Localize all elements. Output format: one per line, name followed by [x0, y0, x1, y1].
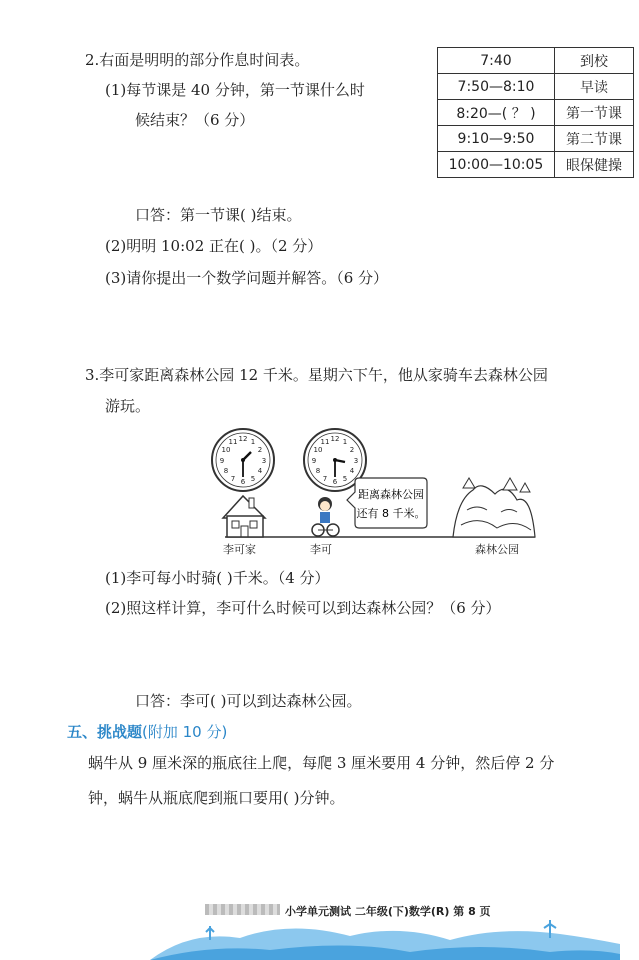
q3-line2: 游玩。 — [105, 397, 151, 415]
svg-text:8: 8 — [223, 467, 229, 475]
forest-park-icon — [453, 478, 535, 537]
svg-text:12: 12 — [238, 435, 248, 443]
label-home: 李可家 — [223, 543, 256, 556]
page-footer: 小学单元测试 二年级(下)数学(R) 第 8 页 — [285, 905, 491, 918]
schedule-activity: 第一节课 — [555, 100, 634, 126]
svg-text:10: 10 — [313, 446, 323, 454]
q3-part1: (1)李可每小时骑( )千米。（4 分） — [105, 569, 330, 587]
svg-text:11: 11 — [320, 438, 330, 446]
schedule-table — [437, 47, 634, 178]
svg-text:9: 9 — [311, 457, 317, 465]
label-park: 森林公园 — [475, 543, 519, 556]
schedule-row — [438, 126, 634, 152]
section5-line1: 蜗牛从 9 厘米深的瓶底往上爬，每爬 3 厘米要用 4 分钟，然后停 2 分 — [88, 754, 555, 772]
schedule-activity: 到校 — [555, 48, 634, 74]
schedule-activity: 第二节课 — [555, 126, 634, 152]
q2-part1-line2: 候结束？（6 分） — [135, 111, 255, 129]
svg-text:9: 9 — [219, 457, 225, 465]
schedule-row — [438, 74, 634, 100]
schedule-row — [438, 100, 634, 126]
cyclist-icon — [312, 497, 339, 536]
svg-text:10: 10 — [221, 446, 231, 454]
svg-text:5: 5 — [250, 475, 256, 483]
schedule-time: 9:10—9:50 — [438, 126, 555, 152]
svg-text:8: 8 — [315, 467, 321, 475]
svg-text:1: 1 — [250, 438, 256, 446]
bubble-text-1: 距离森林公园 — [358, 488, 424, 501]
label-kid: 李可 — [310, 543, 332, 556]
q2-title: 2.右面是明明的部分作息时间表。 — [85, 51, 310, 69]
clock-icon-start — [212, 429, 274, 491]
bike-trip-illustration — [205, 420, 555, 560]
schedule-time: 7:50—8:10 — [438, 74, 555, 100]
bubble-text-2: 还有 8 千米。 — [356, 507, 426, 520]
schedule-row — [438, 48, 634, 74]
q3-answer: 口答：李可( )可以到达森林公园。 — [135, 692, 362, 710]
house-icon — [223, 496, 265, 537]
svg-text:4: 4 — [257, 467, 263, 475]
q2-part1-answer: 口答：第一节课( )结束。 — [135, 206, 302, 224]
svg-text:4: 4 — [349, 467, 355, 475]
svg-text:12: 12 — [330, 435, 340, 443]
schedule-activity: 眼保健操 — [555, 152, 634, 178]
q3-line1: 3.李可家距离森林公园 12 千米。星期六下午，他从家骑车去森林公园 — [85, 366, 548, 384]
schedule-row — [438, 152, 634, 178]
svg-text:5: 5 — [342, 475, 348, 483]
svg-text:6: 6 — [240, 478, 246, 486]
schedule-activity: 早读 — [555, 74, 634, 100]
q2-part1-line1: (1)每节课是 40 分钟，第一节课什么时 — [105, 81, 365, 99]
svg-text:3: 3 — [261, 457, 267, 465]
schedule-time: 7:40 — [438, 48, 555, 74]
schedule-time: 10:00—10:05 — [438, 152, 555, 178]
speech-bubble — [347, 478, 427, 528]
svg-text:2: 2 — [349, 446, 355, 454]
section5-line2: 钟，蜗牛从瓶底爬到瓶口要用( )分钟。 — [88, 789, 345, 807]
svg-text:3: 3 — [353, 457, 359, 465]
svg-text:6: 6 — [332, 478, 338, 486]
svg-text:11: 11 — [228, 438, 238, 446]
section5-heading — [67, 722, 227, 742]
svg-text:1: 1 — [342, 438, 348, 446]
q2-part3: (3)请你提出一个数学问题并解答。（6 分） — [105, 269, 389, 287]
section5-title: 五、挑战题 — [67, 723, 143, 741]
svg-text:7: 7 — [230, 475, 236, 483]
footer-landscape-decoration — [150, 910, 620, 960]
svg-text:2: 2 — [257, 446, 263, 454]
schedule-time: 8:20—( ？ ) — [438, 100, 555, 126]
section5-note: (附加 10 分) — [142, 723, 228, 741]
q3-part2: (2)照这样计算，李可什么时候可以到达森林公园？（6 分） — [105, 599, 501, 617]
svg-text:7: 7 — [322, 475, 328, 483]
q2-part2: (2)明明 10:02 正在( )。（2 分） — [105, 237, 323, 255]
